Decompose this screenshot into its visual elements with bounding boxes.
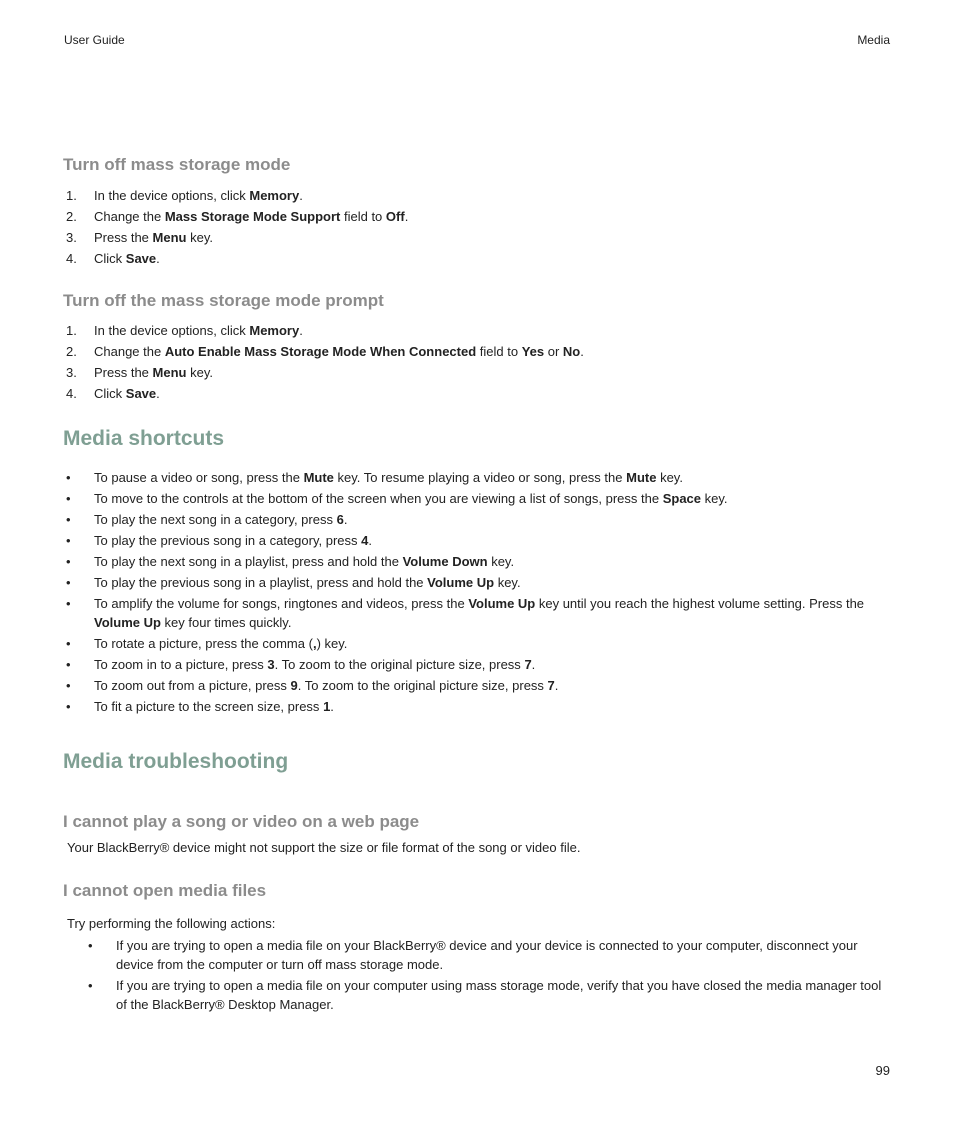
bullet-marker: • [88,938,93,953]
body-text: key. To resume playing a video or song, press the [333,470,627,485]
body-text: key. [494,575,521,590]
emphasis-text: Mute [626,470,657,485]
step-number: 4. [66,251,77,266]
step-item [64,228,894,247]
shortcuts-list [64,468,894,718]
emphasis-text: Space [662,491,702,506]
body-text: key four times quickly. [160,615,292,630]
emphasis-text: 4 [361,533,369,548]
list-item [64,697,894,716]
heading-turn-off-prompt: Turn off the mass storage mode prompt [63,291,384,310]
step-number: 4. [66,386,77,401]
list-item [64,510,894,529]
body-text: ) key. [316,636,348,651]
body-text: key. [186,230,213,245]
body-text: Click [94,386,126,401]
body-text: To zoom out from a picture, press [94,678,291,693]
emphasis-text: Menu [152,365,187,380]
list-item [64,634,894,653]
body-text: To zoom in to a picture, press [94,657,268,672]
emphasis-text: Volume Up [468,596,536,611]
body-text: field to [476,344,522,359]
emphasis-text: 9 [290,678,298,693]
emphasis-text: Volume Up [94,615,161,630]
list-item [64,594,894,632]
running-header-title: User Guide [64,33,125,47]
bullet-marker: • [66,575,71,590]
page-number: 99 [875,1063,890,1078]
body-text: field to [340,209,386,224]
heading-media-troubleshooting: Media troubleshooting [63,750,289,773]
emphasis-text: 3 [267,657,275,672]
body-text: To fit a picture to the screen size, press [94,699,324,714]
body-text: Press the [94,365,153,380]
emphasis-text: No [562,344,581,359]
list-item [64,489,894,508]
emphasis-text: 6 [336,512,344,527]
list-item [64,552,894,571]
bullet-marker: • [66,678,71,693]
body-text: . [368,533,372,548]
body-text: . [580,344,584,359]
bullet-marker: • [66,699,71,714]
list-item [64,573,894,592]
list-item [64,468,894,487]
body-text: key. [701,491,728,506]
body-text: or [544,344,563,359]
emphasis-text: Mute [303,470,334,485]
body-text: . [299,323,303,338]
body-text: If you are trying to open a media file on your BlackBerry® device and your device is connected to your computer, disconnect your device from the computer or turn off mass storage mode. [116,938,858,972]
body-text: Change the [94,209,165,224]
emphasis-text: Memory [249,323,300,338]
heading-cannot-open-media: I cannot open media files [63,881,267,900]
cannot-play-web-text: Your BlackBerry® device might not support the size or file format of the song or video file. [67,840,581,855]
step-number: 2. [66,344,77,359]
emphasis-text: Volume Up [427,575,495,590]
body-text: . [554,678,559,693]
emphasis-text: Off [385,209,405,224]
emphasis-text: Yes [521,344,545,359]
body-text: To play the next song in a playlist, press and hold the [94,554,403,569]
body-text: Click [94,251,126,266]
body-text: To play the previous song in a playlist, press and hold the [94,575,428,590]
body-text: In the device options, click [94,188,250,203]
emphasis-text: Save [125,386,157,401]
body-text: . [330,699,334,714]
body-text: Change the [94,344,165,359]
steps-prompt-off [64,321,894,405]
step-item [64,363,894,382]
body-text: To rotate a picture, press the comma ( [94,636,313,651]
bullet-marker: • [66,512,71,527]
list-item [64,655,894,674]
body-text: . [156,386,160,401]
step-item [64,186,894,205]
body-text: . [531,657,536,672]
step-item [64,207,894,226]
body-text: . [404,209,409,224]
emphasis-text: Memory [249,188,300,203]
step-item [64,342,894,361]
bullet-marker: • [66,470,71,485]
body-text: key. [186,365,213,380]
emphasis-text: Auto Enable Mass Storage Mode When Connected [164,344,477,359]
steps-mass-storage-off [64,186,894,270]
body-text: . To zoom to the original picture size, press [274,657,525,672]
bullet-marker: • [66,491,71,506]
bullet-marker: • [66,657,71,672]
body-text: . To zoom to the original picture size, press [297,678,548,693]
emphasis-text: , [312,636,317,651]
bullet-marker: • [66,554,71,569]
cannot-open-media-actions [86,936,892,1016]
body-text: key. [487,554,515,569]
step-item [64,249,894,268]
body-text: If you are trying to open a media file on your computer using mass storage mode, verify that you have closed the media manager tool of the BlackBerry® Desktop Manager. [116,978,882,1012]
body-text: In the device options, click [94,323,250,338]
body-text: To play the previous song in a category, press [94,533,362,548]
step-item [64,321,894,340]
list-item [86,936,892,974]
body-text: . [299,188,303,203]
body-text: To amplify the volume for songs, ringtones and videos, press the [94,596,469,611]
emphasis-text: 1 [323,699,331,714]
bullet-marker: • [66,596,71,611]
heading-media-shortcuts: Media shortcuts [63,427,225,450]
emphasis-text: 7 [524,657,532,672]
body-text: Press the [94,230,153,245]
bullet-marker: • [66,636,71,651]
bullet-marker: • [66,533,71,548]
body-text: key until you reach the highest volume setting. Press the [535,596,865,611]
running-header-section: Media [857,33,890,47]
heading-turn-off-mass-storage: Turn off mass storage mode [63,155,291,174]
cannot-open-media-intro: Try performing the following actions: [67,916,276,931]
emphasis-text: Save [125,251,157,266]
body-text: . [343,512,348,527]
emphasis-text: 7 [547,678,555,693]
list-item [64,531,894,550]
list-item [86,976,892,1014]
body-text: . [156,251,160,266]
emphasis-text: Mass Storage Mode Support [164,209,341,224]
step-number: 3. [66,230,77,245]
list-item [64,676,894,695]
body-text: To move to the controls at the bottom of the screen when you are viewing a list of songs, press the [94,491,663,506]
emphasis-text: Menu [152,230,187,245]
step-number: 1. [66,323,77,338]
body-text: To pause a video or song, press the [94,470,304,485]
emphasis-text: Volume Down [402,554,488,569]
step-number: 2. [66,209,77,224]
step-number: 3. [66,365,77,380]
heading-cannot-play-web: I cannot play a song or video on a web page [63,812,420,831]
bullet-marker: • [88,978,93,993]
body-text: To play the next song in a category, press [94,512,337,527]
step-item [64,384,894,403]
body-text: key. [656,470,683,485]
step-number: 1. [66,188,77,203]
